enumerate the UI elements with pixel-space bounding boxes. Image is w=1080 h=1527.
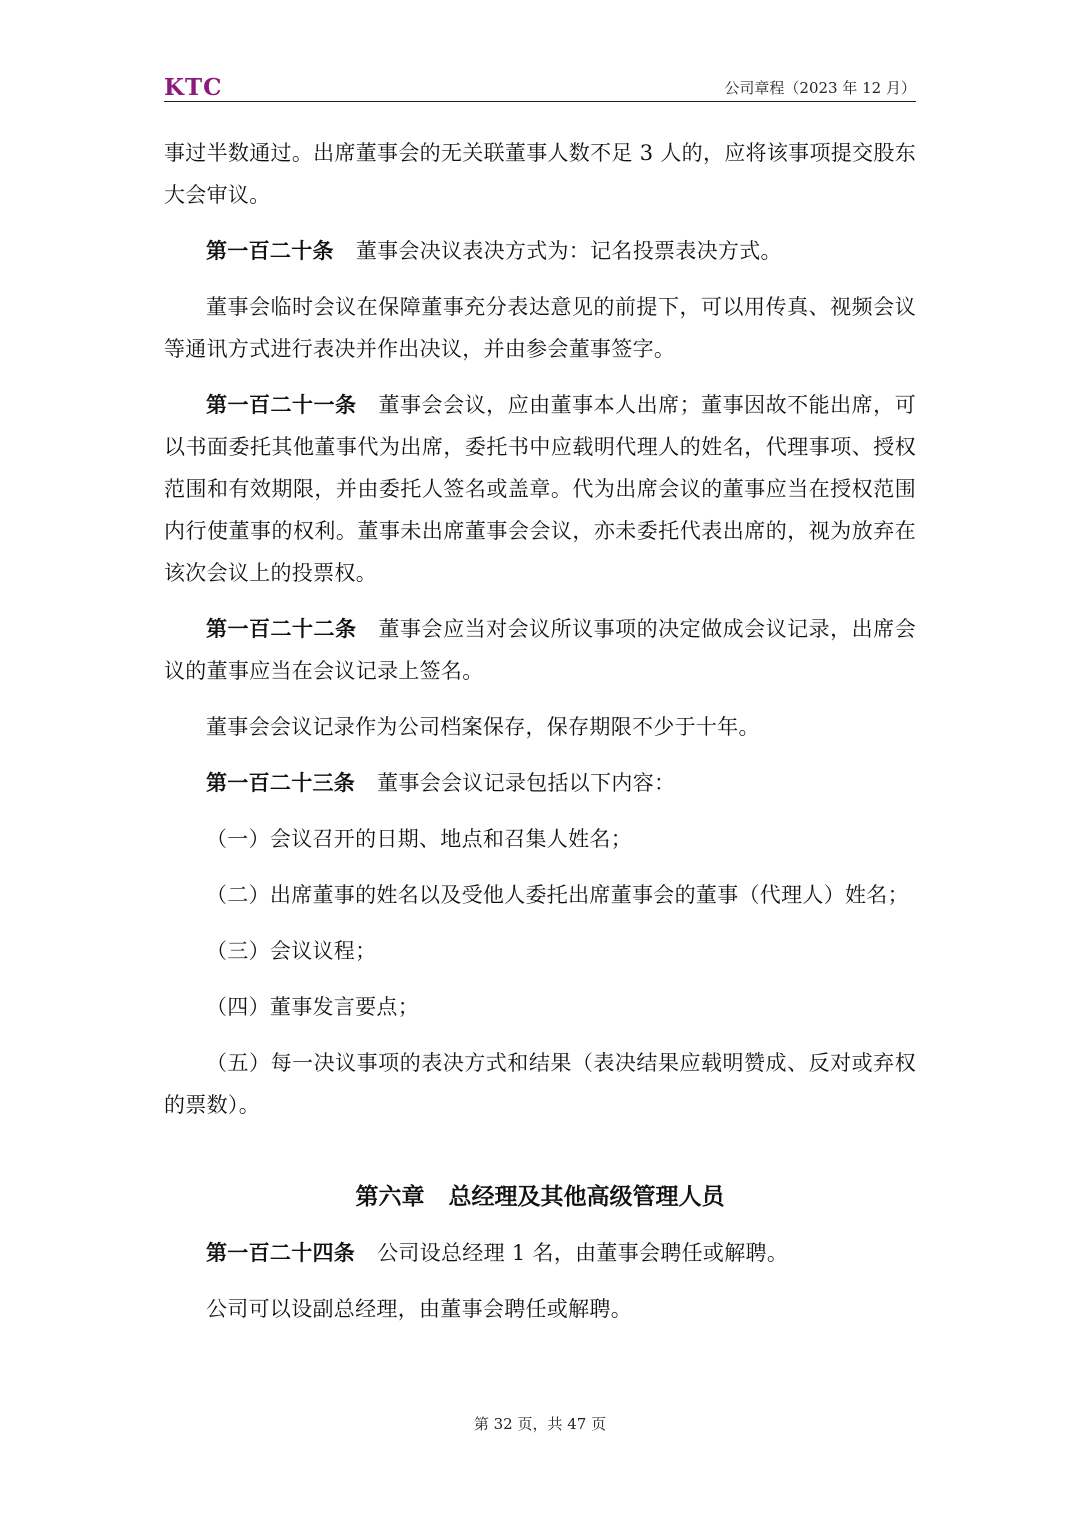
- page-number: 第 32 页，共 47 页: [473, 1415, 607, 1433]
- article-paragraph: [164, 230, 916, 272]
- body-paragraph: [164, 874, 916, 916]
- paragraph-text: 事过半数通过。出席董事会的无关联董事人数不足 3 人的，应将该事项提交股东大会审议。: [164, 141, 916, 207]
- paragraph-text: 董事会会议记录包括以下内容：: [377, 771, 676, 795]
- company-logo: KTC: [164, 74, 223, 101]
- paragraph-text: 董事会临时会议在保障董事充分表达意见的前提下，可以用传真、视频会议等通讯方式进行表决并作出决议，并由参会董事签字。: [164, 295, 916, 361]
- paragraph-text: （四）董事发言要点；: [206, 995, 419, 1019]
- body-paragraph: [164, 818, 916, 860]
- paragraph-text: 公司设总经理 1 名，由董事会聘任或解聘。: [377, 1241, 789, 1265]
- paragraph-text: 董事会应当对会议所议事项的决定做成会议记录，出席会议的董事应当在会议记录上签名。: [164, 617, 916, 683]
- paragraph-text: （三）会议议程；: [206, 939, 377, 963]
- article-number: 第一百二十二条: [206, 617, 357, 641]
- paragraph-text: 公司可以设副总经理，由董事会聘任或解聘。: [206, 1297, 632, 1321]
- header-divider: [164, 101, 916, 102]
- article-paragraph: [164, 762, 916, 804]
- paragraph-text: （二）出席董事的姓名以及受他人委托出席董事会的董事（代理人）姓名；: [206, 883, 909, 907]
- chapter-number: 第六章: [355, 1184, 425, 1210]
- paragraph-text: 董事会会议，应由董事本人出席；董事因故不能出席，可以书面委托其他董事代为出席，委托书中应载明代理人的姓名，代理事项、授权范围和有效期限，并由委托人签名或盖章。代为出席会议的董事应当在授权范围内行使董事的权利。董事未出席董事会会议，亦未委托代表出席的，视为放弃在该次会议上的投票权。: [164, 393, 916, 585]
- article-paragraph: [164, 608, 916, 692]
- paragraph-text: （一）会议召开的日期、地点和召集人姓名；: [206, 827, 632, 851]
- chapter-heading: [164, 1176, 916, 1218]
- paragraph-group-after: [164, 1232, 916, 1330]
- chapter-title: 总经理及其他高级管理人员: [448, 1184, 725, 1210]
- body-paragraph: [164, 286, 916, 370]
- article-paragraph: [164, 384, 916, 594]
- paragraph-group-before: [164, 132, 916, 1126]
- article-number: 第一百二十三条: [206, 771, 356, 795]
- body-paragraph: [164, 1042, 916, 1126]
- body-paragraph: [164, 132, 916, 216]
- paragraph-text: 董事会会议记录作为公司档案保存，保存期限不少于十年。: [206, 715, 760, 739]
- body-paragraph: [164, 706, 916, 748]
- paragraph-text: 董事会决议表决方式为：记名投票表决方式。: [355, 239, 782, 263]
- article-number: 第一百二十一条: [206, 393, 357, 417]
- body-paragraph: [164, 1288, 916, 1330]
- document-body: [164, 132, 916, 1344]
- body-paragraph: [164, 986, 916, 1028]
- paragraph-text: （五）每一决议事项的表决方式和结果（表决结果应载明赞成、反对或弃权的票数）。: [164, 1051, 916, 1117]
- document-title: 公司章程（2023 年 12 月）: [724, 79, 916, 97]
- article-number: 第一百二十条: [206, 239, 334, 263]
- body-paragraph: [164, 930, 916, 972]
- article-paragraph: [164, 1232, 916, 1274]
- article-number: 第一百二十四条: [206, 1241, 356, 1265]
